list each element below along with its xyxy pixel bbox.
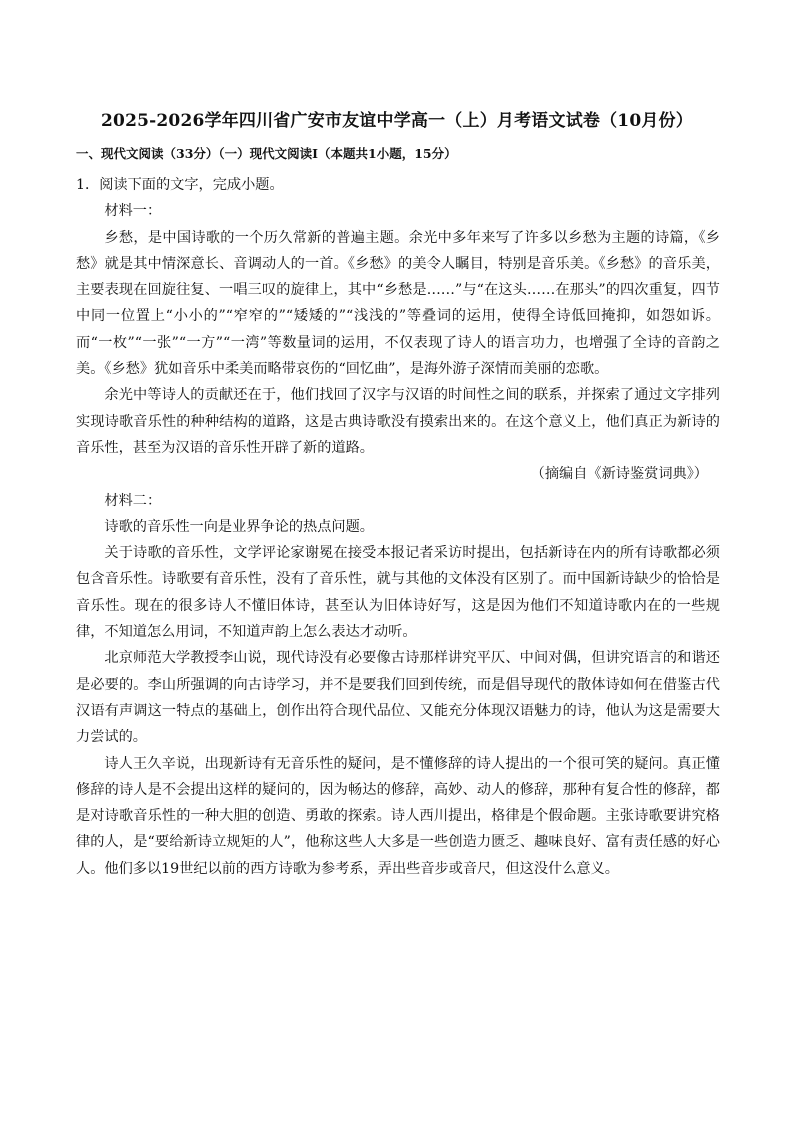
question-prompt: 1．阅读下面的文字，完成小题。	[76, 177, 284, 193]
material2-label: 材料二：	[104, 492, 162, 509]
material1-label: 材料一：	[104, 203, 162, 220]
material1-paragraph-1: 乡愁，是中国诗歌的一个历久常新的普遍主题。余光中多年来写了许多以乡愁为主题的诗篇，《乡愁》就是其中情深意长、音调动人的一首。《乡愁》的美令人瞩目，特别是音乐美。《乡愁》的音乐美，主要表现在回旋往复、一唱三叹的旋律上，其中“乡愁是……”与“在这头……在那头”的四次重复，四节中同一位置上“小小的”“窄窄的”“矮矮的”“浅浅的”等叠词的运用，使得全诗低回掩抑，如怨如诉。而“一枚”“一张”“一方”“一湾”等数量词的运用，不仅表现了诗人的语言功力，也增强了全诗的音韵之美。《乡愁》犹如音乐中柔美而略带哀伤的“回忆曲”，是海外游子深情而美丽的恋歌。	[76, 229, 720, 378]
material2-paragraph-1: 诗歌的音乐性一向是业界争论的热点问题。	[104, 518, 374, 535]
material2-paragraph-3: 北京师范大学教授李山说，现代诗没有必要像古诗那样讲究平仄、中间对偶，但讲究语言的和谐还是必要的。李山所强调的向古诗学习，并不是要我们回到传统，而是倡导现代的散体诗如何在借鉴古代汉语有声调这一特点的基础上，创作出符合现代品位、又能充分体现汉语魅力的诗，他认为这是需要大力尝试的。	[76, 650, 720, 746]
reading-passage	[76, 172, 720, 882]
material1-paragraph-2: 余光中等诗人的贡献还在于，他们找回了汉字与汉语的时间性之间的联系，并探索了通过文字排列实现诗歌音乐性的种种结构的道路，这是古典诗歌没有摸索出来的。在这个意义上，他们真正为新诗的音乐性，甚至为汉语的音乐性开辟了新的道路。	[76, 387, 720, 456]
exam-title: 2025-2026学年四川省广安市友谊中学高一（上）月考语文试卷（10月份）	[101, 111, 693, 131]
material2-paragraph-2: 关于诗歌的音乐性，文学评论家谢冕在接受本报记者采访时提出，包括新诗在内的所有诗歌都必须包含音乐性。诗歌要有音乐性，没有了音乐性，就与其他的文体没有区别了。而中国新诗缺少的恰恰是音乐性。现在的很多诗人不懂旧体诗，甚至认为旧体诗好写，这是因为他们不知道诗歌内在的一些规律，不知道怎么用词，不知道声韵上怎么表达才动听。	[76, 545, 720, 641]
section-heading: 一、现代文阅读（33分）（一）现代文阅读Ⅰ（本题共1小题，15分）	[76, 146, 457, 161]
material2-paragraph-4: 诗人王久辛说，出现新诗有无音乐性的疑问，是不懂修辞的诗人提出的一个很可笑的疑问。真正懂修辞的诗人是不会提出这样的疑问的，因为畅达的修辞，高妙、动人的修辞，那种有复合性的修辞，都是对诗歌音乐性的一种大胆的创造、勇敢的探索。诗人西川提出，格律是个假命题。主张诗歌要讲究格律的人，是“要给新诗立规矩的人”，他称这些人大多是一些创造力匮乏、趣味良好、富有责任感的好心人。他们多以19世纪以前的西方诗歌为参考系，弄出些音步或音尺，但这没什么意义。	[76, 755, 720, 877]
material1-source: （摘编自《新诗鉴赏词典》）	[530, 466, 708, 483]
